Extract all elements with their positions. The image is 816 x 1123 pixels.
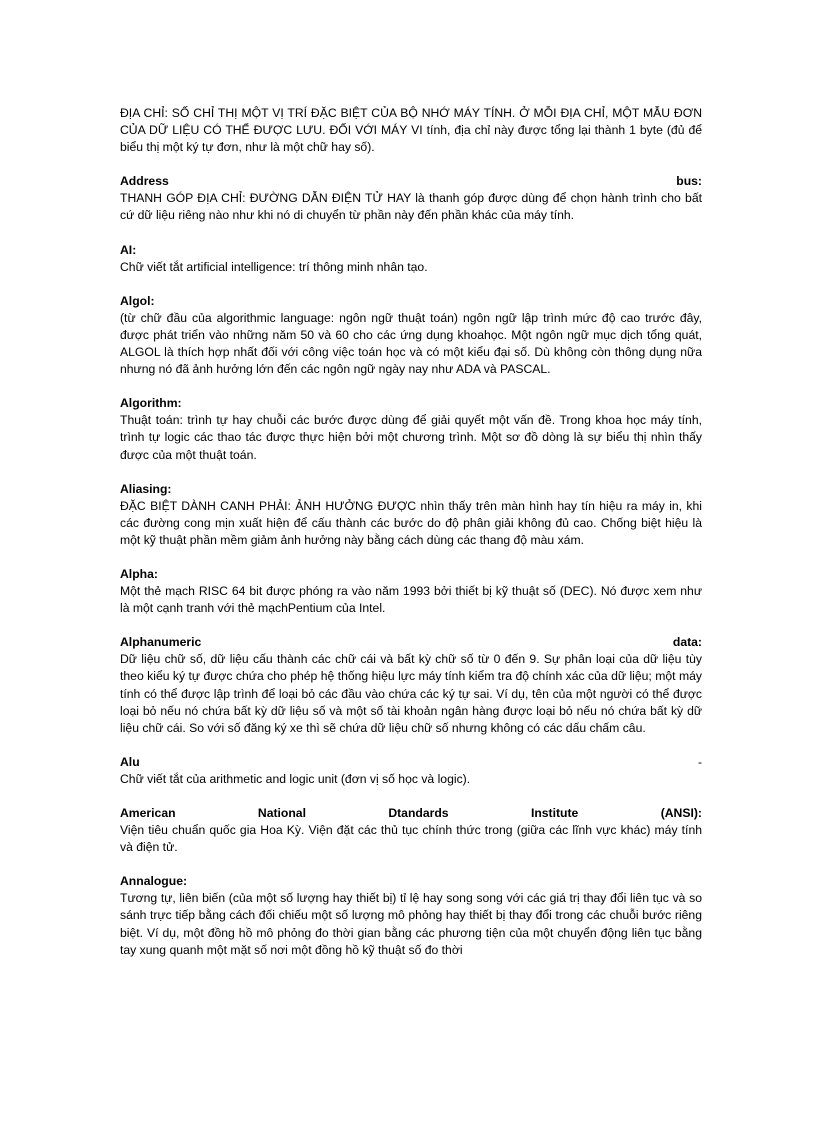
- term-word: American: [120, 806, 176, 820]
- entry-ai: [120, 242, 702, 276]
- term-word: Institute: [530, 806, 579, 820]
- entry-body: (từ chữ đầu của algorithmic language: ngôn ngữ thuật toán) ngôn ngữ lập trình mức độ cao trước đây, được phát triển vào những năm 50 và 60 cho các ứng dụng khoahọc. Một ngôn ngữ mục dịch tổng quát, ALGOL là thích hợp nhất đối với công việc toán học và có một kiểu đại số. Dù không còn thông dụng nữa nhưng nó đã ảnh hưởng lớn đến các ngôn ngữ ngày nay như ADA và PASCAL.: [120, 310, 702, 377]
- entry-ansi: [120, 805, 702, 856]
- entry-body: THANH GÓP ĐỊA CHỈ: ĐƯỜNG DẪN ĐIỆN TỬ HAY là thanh góp được dùng để chọn hành trình cho bất cứ dữ liệu riêng nào như khi nó di chuyển từ phần này đến phần khác của máy tính.: [120, 191, 702, 223]
- entry-term: [120, 754, 702, 771]
- term-word: bus:: [676, 174, 702, 189]
- entry-annalogue: [120, 873, 702, 958]
- entry-algol: [120, 293, 702, 378]
- entry-term: Alpha:: [120, 566, 158, 581]
- entry-term: AI:: [120, 242, 137, 257]
- entry-body: Dữ liệu chữ số, dữ liệu cấu thành các chữ cái và bất kỳ chữ số từ 0 đến 9. Sự phân loại của dữ liệu tùy theo kiểu ký tự được chứa cho phép hệ thống hiệu lực máy tính kiểm tra độ chính xác của dữ liệu; một máy tính có thể được lập trình để loại bỏ các đầu vào chứa các ký tự sai. Ví dụ, tên của một người có thể được loại bỏ nếu nó chứa bất kỳ dữ liệu số và một số tài khoản ngân hàng được loại bỏ nếu nó chứa bất kỳ dữ liệu chữ cái. So với số đăng ký xe thì sẽ chứa dữ liệu chữ số nhưng không có các dấu chấm câu.: [120, 652, 702, 735]
- term-word: Address: [120, 174, 169, 189]
- entry-body: Tương tự, liên biến (của một số lượng hay thiết bị) tỉ lệ hay song song với các giá trị thay đổi liên tục và so sánh trực tiếp bằng cách đối chiếu một số lượng mô phỏng hay thiết bị thay đổi trong các chuỗi bước riêng biệt. Ví dụ, một đồng hồ mô phỏng đo thời gian bằng các phương tiện của một chuyển động liên tục bằng tay xung quanh một mặt số nơi một đồng hồ kỹ thuật số đo thời: [120, 891, 702, 957]
- entry-algorithm: [120, 395, 702, 463]
- term-word: Alu: [120, 754, 140, 769]
- term-dash: -: [697, 754, 702, 769]
- entry-alu: [120, 754, 702, 788]
- entry-alphanumeric: [120, 634, 702, 737]
- entry-term: [120, 173, 702, 190]
- entry-body: Chữ viết tắt artificial intelligence: trí thông minh nhân tạo.: [120, 259, 428, 274]
- entry-body: Một thẻ mạch RISC 64 bit được phóng ra vào năm 1993 bởi thiết bị kỹ thuật số (DEC). Nó được xem như là một cạnh tranh với thẻ mạchPentium của Intel.: [120, 584, 702, 616]
- entry-address: [120, 105, 702, 156]
- entry-aliasing: [120, 481, 702, 549]
- term-word: data:: [672, 635, 702, 650]
- entry-body: Chữ viết tắt của arithmetic and logic unit (đơn vị số học và logic).: [120, 771, 471, 786]
- entry-term: [120, 634, 702, 651]
- entry-body: ĐẶC BIỆT DÀNH CANH PHẢI: ẢNH HƯỞNG ĐƯỢC nhìn thấy trên màn hình hay tín hiệu ra máy in, khi các đường cong mịn xuất hiện để cấu thành các bước do độ phân giải không đủ cao. Chống biệt hiệu là một kỹ thuật phần mềm giảm ảnh hưởng này bằng cách dùng các thang độ màu xám.: [120, 498, 702, 547]
- term-word: (ANSI):: [660, 806, 702, 820]
- entry-term: [120, 805, 702, 822]
- entry-body: Viện tiêu chuẩn quốc gia Hoa Kỳ. Viện đặt các thủ tục chính thức trong (giữa các lĩnh vực khác) máy tính và điện tử.: [120, 823, 702, 855]
- entry-body: Thuật toán: trình tự hay chuỗi các bước được dùng để giải quyết một vấn đề. Trong khoa học máy tính, trình tự logic các thao tác được thực hiện bởi một chương trình. Một sơ đồ dòng là sự biểu thị nhìn thấy được của một thuật toán.: [120, 413, 702, 462]
- entry-body: ĐỊA CHỈ: SỐ CHỈ THỊ MỘT VỊ TRÍ ĐẶC BIỆT CỦA BỘ NHỚ MÁY TÍNH. Ở MỖI ĐỊA CHỈ, MỘT MẪU ĐƠN CỦA DỮ LIỆU CÓ THỂ ĐƯỢC LƯU. ĐỐI VỚI MÁY VI tính, địa chỉ này được tổng lại thành 1 byte (đủ để biểu thị một ký tự đơn, như là một chữ hay số).: [120, 106, 702, 155]
- document-page: [120, 105, 702, 976]
- term-word: National: [257, 806, 306, 820]
- entry-term: Algol:: [120, 293, 155, 308]
- entry-term: Annalogue:: [120, 874, 188, 889]
- term-word: Dtandards: [388, 806, 449, 820]
- entry-address-bus: [120, 173, 702, 224]
- entry-term: Aliasing:: [120, 481, 172, 496]
- term-word: Alphanumeric: [120, 635, 202, 650]
- entry-term: Algorithm:: [120, 396, 182, 411]
- entry-alpha: [120, 566, 702, 617]
